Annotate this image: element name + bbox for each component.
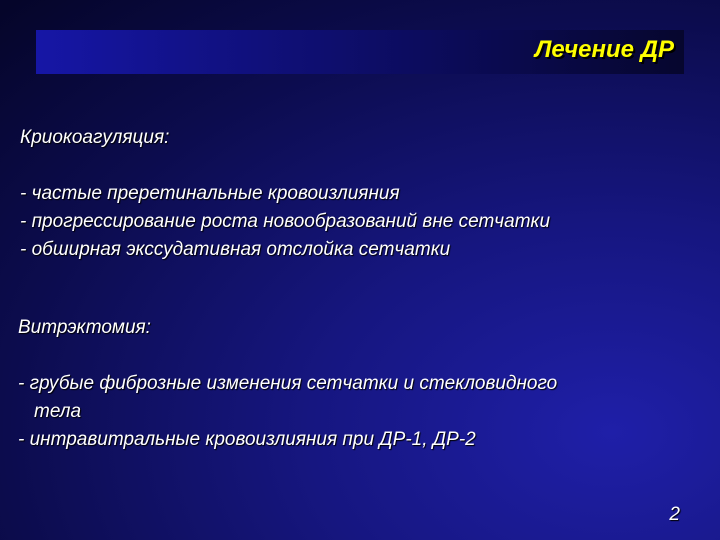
title-bar — [36, 30, 684, 74]
page-number: 2 — [669, 504, 680, 525]
cryocoagulation-item: - частые преретинальные кровоизлияния — [20, 183, 400, 204]
vitrectomy-item-continuation: тела — [34, 401, 82, 422]
vitrectomy-section — [18, 314, 557, 454]
slide-title: Лечение ДР — [534, 36, 674, 63]
vitrectomy-item: - грубые фиброзные изменения сетчатки и стекловидного — [18, 373, 558, 394]
vitrectomy-heading: Витрэктомия: — [18, 317, 151, 338]
cryocoagulation-item: - обширная экссудативная отслойка сетчатки — [20, 239, 451, 260]
vitrectomy-item: - интравитральные кровоизлияния при ДР-1, ДР-2 — [18, 429, 476, 450]
cryocoagulation-item: - прогрессирование роста новообразований вне сетчатки — [20, 211, 551, 232]
cryocoagulation-heading: Криокоагуляция: — [20, 127, 170, 148]
cryocoagulation-section — [20, 124, 550, 264]
